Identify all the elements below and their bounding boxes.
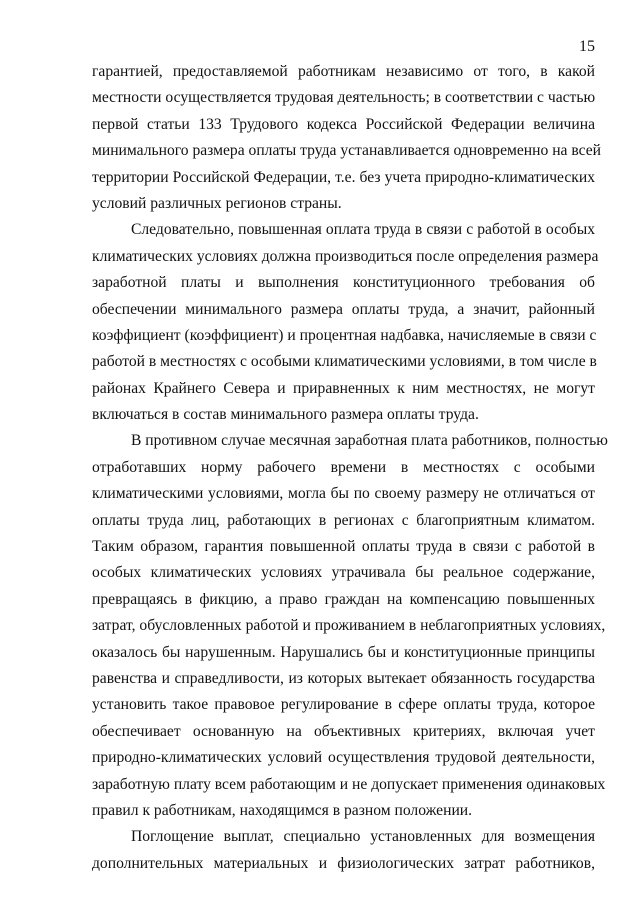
text-line: обеспечении минимального размера оплаты труда, а значит, районный (92, 300, 595, 318)
paragraph (92, 217, 599, 428)
text-line: затрат, обусловленных работой и проживанием в неблагоприятных условиях, (92, 617, 606, 635)
text-line: Следовательно, повышенная оплата труда в связи с работой в особых (131, 221, 595, 239)
page-number: 15 (579, 38, 595, 55)
text-line: работой в местностях с особыми климатическими условиями, в том числе в (92, 353, 597, 371)
text-line: установить такое правовое регулирование в сфере оплаты труда, которое (92, 696, 595, 714)
paragraph (92, 428, 608, 824)
text-line: климатическими условиями, могла бы по своему размеру не отличаться от (92, 485, 595, 503)
text-line: природно-климатических условий осуществления трудовой деятельности, (92, 749, 595, 767)
text-line: отработавших норму рабочего времени в местностях с особыми (92, 458, 595, 476)
text-line: равенства и справедливости, из которых вытекает обязанность государства (92, 669, 595, 687)
paragraph (92, 59, 602, 217)
text-line: территории Российской Федерации, т.е. без учета природно-климатических (92, 168, 595, 186)
paragraph (92, 824, 595, 877)
text-line: включаться в состав минимального размера оплаты труда. (92, 406, 479, 424)
text-line: заработной платы и выполнения конституционного требования об (92, 274, 595, 292)
text-line: правил к работникам, находящимся в разном положении. (92, 801, 473, 819)
text-line: заработную плату всем работающим и не допускает применения одинаковых (92, 775, 606, 793)
text-line: первой статьи 133 Трудового кодекса Российской Федерации величина (92, 115, 595, 133)
body-text (92, 59, 608, 877)
text-line: районах Крайнего Севера и приравненных к ним местностях, не могут (92, 379, 595, 397)
text-line: обеспечивает основанную на объективных критериях, включая учет (92, 722, 595, 740)
text-line: минимального размера оплаты труда устанавливается одновременно на всей (92, 142, 602, 160)
text-line: В противном случае месячная заработная плата работников, полностью (131, 432, 608, 450)
text-line: превращаясь в фикцию, а право граждан на компенсацию повышенных (92, 590, 595, 608)
text-line: оплаты труда лиц, работающих в регионах с благоприятным климатом. (92, 511, 595, 529)
text-line: Таким образом, гарантия повышенной оплаты труда в связи с работой в (92, 538, 595, 556)
text-line: дополнительных материальных и физиологических затрат работников, (92, 854, 595, 872)
text-line: местности осуществляется трудовая деятельность; в соответствии с частью (92, 89, 596, 107)
text-line: гарантией, предоставляемой работникам независимо от того, в какой (92, 63, 595, 80)
text-line: Поглощение выплат, специально установленных для возмещения (131, 828, 595, 846)
text-line: коэффициент (коэффициент) и процентная надбавка, начисляемые в связи с (92, 326, 597, 344)
text-line: оказалось бы нарушенным. Нарушались бы и конституционные принципы (92, 643, 595, 661)
text-line: условий различных регионов страны. (92, 194, 342, 212)
text-line: особых климатических условиях утрачивала бы реальное содержание, (92, 564, 595, 582)
text-line: климатических условиях должна производиться после определения размера (92, 247, 599, 265)
